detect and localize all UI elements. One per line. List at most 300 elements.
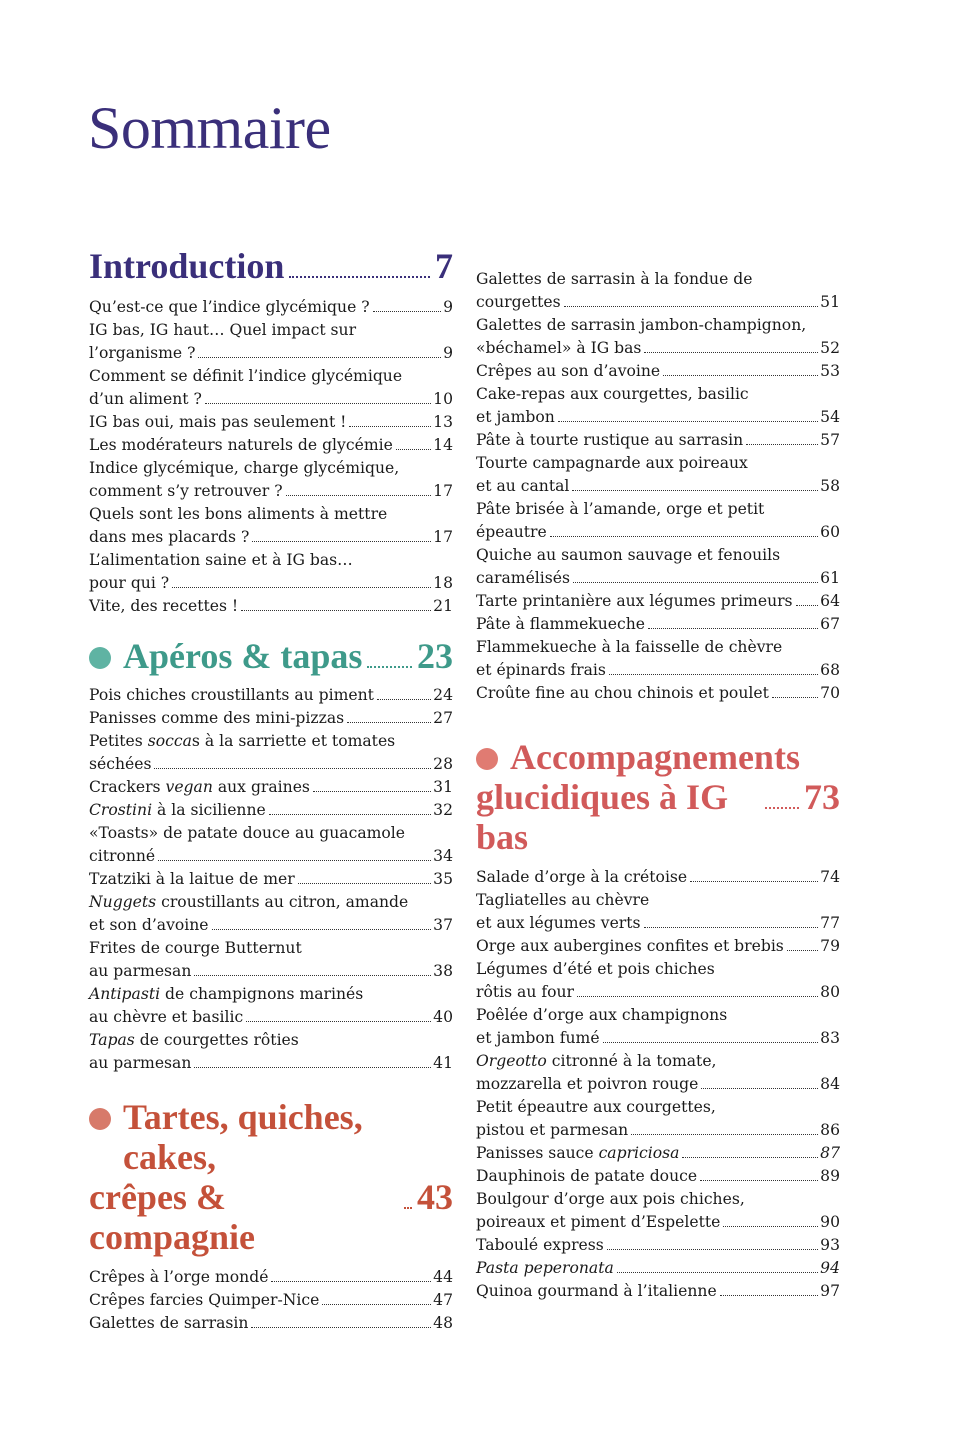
toc-entry-text <box>476 1119 628 1142</box>
toc-entry-segment: Tagliatelles au chèvre <box>476 891 650 909</box>
toc-entry-text <box>89 960 191 983</box>
leader-dots <box>396 449 431 450</box>
toc-page-number: 74 <box>820 868 840 886</box>
toc-entry-segment: caramélisés <box>476 569 571 587</box>
toc-entry-line <box>476 1073 840 1096</box>
leader-dots <box>564 306 819 307</box>
toc-entry[interactable] <box>89 937 453 983</box>
leader-dots <box>558 421 818 422</box>
leader-dots <box>701 1088 818 1089</box>
toc-entry[interactable] <box>89 730 453 776</box>
toc-list-introduction <box>89 296 453 618</box>
toc-entry-text <box>89 776 310 799</box>
toc-entry[interactable] <box>89 983 453 1029</box>
toc-entry[interactable] <box>476 1050 840 1096</box>
toc-entry[interactable] <box>89 319 453 365</box>
toc-entry[interactable] <box>476 360 840 383</box>
toc-entry-line <box>476 1142 840 1165</box>
toc-entry-text <box>89 868 295 891</box>
leader-dots <box>787 950 818 951</box>
toc-entry-line <box>476 452 840 475</box>
toc-entry-line <box>476 1050 840 1073</box>
toc-page-number: 93 <box>820 1236 840 1254</box>
toc-entry-text <box>89 1266 268 1289</box>
toc-entry-line <box>89 1266 453 1289</box>
toc-entry-line <box>476 866 840 889</box>
toc-entry-text <box>89 684 374 707</box>
toc-page-number: 21 <box>433 597 453 615</box>
toc-entry-text <box>476 567 570 590</box>
leader-dots <box>252 541 431 542</box>
toc-entry[interactable] <box>89 549 453 595</box>
toc-entry-line <box>476 1165 840 1188</box>
toc-list-accompagnements <box>476 866 840 1303</box>
toc-entry-line <box>476 360 840 383</box>
leader-dots <box>690 881 818 882</box>
section-dot-icon <box>89 1108 111 1130</box>
toc-page-number: 27 <box>433 709 453 727</box>
toc-entry-segment: IG bas, IG haut… Quel impact sur <box>89 321 357 339</box>
toc-entry-segment: Crostini <box>89 801 153 819</box>
toc-column-right <box>476 268 840 1303</box>
toc-entry-segment: Cake-repas aux courgettes, basilic <box>476 385 749 403</box>
toc-entry-line <box>89 822 453 845</box>
toc-entry-segment: l’organisme ? <box>89 344 196 362</box>
leader-dots <box>550 536 818 537</box>
toc-entry-text <box>476 429 743 452</box>
toc-entry-segment: Pâte brisée à l’amande, orge et petit <box>476 500 765 518</box>
toc-entry-text <box>89 730 395 753</box>
toc-entry[interactable] <box>89 503 453 549</box>
toc-entry-text <box>89 937 302 960</box>
toc-entry-segment: citronné à la tomate, <box>546 1052 717 1070</box>
leader-dots <box>347 722 431 723</box>
toc-entry-segment: pistou et parmesan <box>476 1121 629 1139</box>
toc-entry-segment: Tourte campagnarde aux poireaux <box>476 454 748 472</box>
leader-dots <box>373 311 441 312</box>
toc-entry-line <box>89 753 453 776</box>
toc-entry-text <box>89 1289 319 1312</box>
section-heading-tartes[interactable] <box>89 1097 453 1257</box>
toc-entry-segment: Orgeotto <box>476 1052 547 1070</box>
toc-entry[interactable] <box>89 799 453 822</box>
toc-entry-text <box>89 983 363 1006</box>
toc-list-tartes-part-1 <box>89 1266 453 1335</box>
toc-entry-segment: Pasta peperonata <box>476 1259 614 1277</box>
toc-entry-line <box>476 1027 840 1050</box>
toc-entry[interactable] <box>89 595 453 618</box>
section-title: Introduction <box>89 246 285 286</box>
toc-page-number: 35 <box>433 870 453 888</box>
toc-page-number: 14 <box>433 436 453 454</box>
toc-entry-line <box>476 475 840 498</box>
toc-entry[interactable] <box>89 868 453 891</box>
toc-entry-text <box>89 595 238 618</box>
toc-entry[interactable] <box>476 613 840 636</box>
toc-entry-text <box>476 1234 604 1257</box>
toc-entry-line <box>89 1006 453 1029</box>
toc-page-number: 89 <box>820 1167 840 1185</box>
toc-entry-text <box>89 411 346 434</box>
toc-entry[interactable] <box>89 822 453 868</box>
toc-page-number: 37 <box>433 916 453 934</box>
toc-entry-segment: croustillants au citron, amande <box>156 893 409 911</box>
toc-entry[interactable] <box>89 776 453 799</box>
toc-page-number: 70 <box>820 684 840 702</box>
toc-page-number: 24 <box>433 686 453 704</box>
toc-entry-text <box>476 314 806 337</box>
toc-page-number: 40 <box>433 1008 453 1026</box>
toc-entry-segment: de champignons marinés <box>160 985 364 1003</box>
section-dot-icon <box>476 748 498 770</box>
toc-entry-segment: Quinoa gourmand à l’italienne <box>476 1282 717 1300</box>
section-page-number: 73 <box>804 777 840 817</box>
toc-entry-text <box>476 521 547 544</box>
toc-entry-line <box>89 457 453 480</box>
toc-page-number: 51 <box>820 293 840 311</box>
toc-page-number: 64 <box>820 592 840 610</box>
toc-entry-segment: à la sicilienne <box>152 801 266 819</box>
toc-entry-segment: et jambon <box>476 408 555 426</box>
toc-entry-line <box>476 1188 840 1211</box>
toc-page-number: 44 <box>433 1268 453 1286</box>
toc-entry[interactable] <box>89 1312 453 1335</box>
toc-entry-text <box>476 1188 745 1211</box>
leader-dots <box>573 582 818 583</box>
section-title: Apéros & tapas <box>123 636 363 676</box>
toc-entry-text <box>476 291 561 314</box>
toc-entry-segment: au chèvre et basilic <box>89 1008 244 1026</box>
toc-entry-segment: Crêpes au son d’avoine <box>476 362 661 380</box>
toc-page-number: 17 <box>433 482 453 500</box>
toc-entry-line <box>476 682 840 705</box>
toc-entry[interactable] <box>476 889 840 935</box>
toc-entry[interactable] <box>476 958 840 1004</box>
toc-entry-text <box>89 1052 191 1075</box>
toc-entry-line <box>89 342 453 365</box>
toc-entry-line <box>476 268 840 291</box>
toc-entry-text <box>89 753 151 776</box>
leader-dots <box>609 674 818 675</box>
toc-entry-line <box>89 1312 453 1335</box>
toc-entry-segment: aux graines <box>212 778 310 796</box>
leader-dots <box>796 605 819 606</box>
toc-entry[interactable] <box>476 1004 840 1050</box>
toc-page-number: 87 <box>820 1144 840 1162</box>
toc-entry-segment: Quels sont les bons aliments à mettre <box>89 505 388 523</box>
toc-entry[interactable] <box>476 314 840 360</box>
toc-entry-segment: Flammekueche à la faisselle de chèvre <box>476 638 783 656</box>
toc-entry-line <box>89 707 453 730</box>
leader-dots <box>172 587 431 588</box>
toc-entry-text <box>476 659 606 682</box>
toc-entry-text <box>89 822 405 845</box>
toc-entry-text <box>476 1073 698 1096</box>
leader-dots <box>154 768 431 769</box>
toc-entry-segment: Nuggets <box>89 893 157 911</box>
section-page-number: 43 <box>417 1177 453 1217</box>
toc-entry[interactable] <box>89 365 453 411</box>
toc-entry-text <box>476 360 660 383</box>
toc-page-number: 83 <box>820 1029 840 1047</box>
toc-entry[interactable] <box>476 935 840 958</box>
toc-entry-segment: Antipasti <box>89 985 161 1003</box>
toc-page-number: 58 <box>820 477 840 495</box>
toc-entry-segment: Tapas <box>89 1031 135 1049</box>
toc-entry-text <box>476 452 748 475</box>
leader-dots <box>212 929 432 930</box>
toc-page-number: 53 <box>820 362 840 380</box>
toc-page-number: 31 <box>433 778 453 796</box>
toc-entry-line <box>89 319 453 342</box>
toc-entry-segment: Vite, des recettes ! <box>89 597 239 615</box>
toc-entry[interactable] <box>476 1096 840 1142</box>
toc-entry[interactable] <box>476 1142 840 1165</box>
toc-entry[interactable] <box>89 891 453 937</box>
section-dot-icon <box>89 647 111 669</box>
toc-entry[interactable] <box>89 1029 453 1075</box>
leader-dots <box>298 883 431 884</box>
toc-entry-line <box>89 296 453 319</box>
toc-entry-segment: séchées <box>89 755 152 773</box>
toc-page-number: 28 <box>433 755 453 773</box>
toc-entry-segment: et au cantal <box>476 477 570 495</box>
toc-entry-segment: d’un aliment ? <box>89 390 202 408</box>
toc-entry-text <box>89 1312 248 1335</box>
toc-page-number: 52 <box>820 339 840 357</box>
toc-entry-segment: et son d’avoine <box>89 916 209 934</box>
toc-entry[interactable] <box>476 636 840 682</box>
toc-entry-segment: Boulgour d’orge aux pois chiches, <box>476 1190 745 1208</box>
toc-entry-text <box>476 1280 717 1303</box>
toc-entry[interactable] <box>476 429 840 452</box>
toc-entry-segment: dans mes placards ? <box>89 528 250 546</box>
toc-entry[interactable] <box>476 682 840 705</box>
toc-entry-text <box>476 498 764 521</box>
toc-entry-text <box>476 1004 727 1027</box>
toc-page-number: 47 <box>433 1291 453 1309</box>
toc-entry-segment: de courgettes rôties <box>134 1031 299 1049</box>
toc-entry[interactable] <box>89 411 453 434</box>
toc-page-number: 80 <box>820 983 840 1001</box>
toc-entry-line <box>476 567 840 590</box>
toc-entry-line <box>89 411 453 434</box>
toc-entry-line <box>89 503 453 526</box>
toc-entry-text <box>476 636 782 659</box>
toc-entry[interactable] <box>89 1266 453 1289</box>
toc-entry[interactable] <box>89 1289 453 1312</box>
toc-page-number: 34 <box>433 847 453 865</box>
toc-page-number: 38 <box>433 962 453 980</box>
section-title-line-1: Accompagnements <box>510 737 800 777</box>
toc-entry-text <box>476 912 641 935</box>
toc-entry-line <box>476 1257 840 1280</box>
toc-entry-line <box>89 845 453 868</box>
toc-page-number: 48 <box>433 1314 453 1332</box>
toc-entry-segment: Qu’est-ce que l’indice glycémique ? <box>89 298 370 316</box>
toc-entry-line <box>89 480 453 503</box>
toc-entry-line <box>89 388 453 411</box>
leader-dots <box>194 1067 431 1068</box>
section-page-number: 23 <box>417 636 453 676</box>
toc-page-number: 94 <box>820 1259 840 1277</box>
toc-page-number: 77 <box>820 914 840 932</box>
leader-dots <box>349 426 431 427</box>
leader-dots <box>251 1327 431 1328</box>
section-page-number: 7 <box>435 246 453 286</box>
toc-entry-text <box>476 958 715 981</box>
toc-entry-segment: Poêlée d’orge aux champignons <box>476 1006 728 1024</box>
toc-entry-segment: «béchamel» à IG bas <box>476 339 642 357</box>
leader-dots <box>577 996 818 997</box>
toc-entry-segment: Crêpes à l’orge mondé <box>89 1268 269 1286</box>
toc-entry-text <box>476 1257 614 1280</box>
leader-dots <box>322 1304 431 1305</box>
toc-entry[interactable] <box>476 498 840 544</box>
leader-dots <box>271 1281 431 1282</box>
toc-entry[interactable] <box>476 544 840 590</box>
toc-entry[interactable] <box>89 434 453 457</box>
toc-entry-text <box>476 613 645 636</box>
toc-entry-segment: Pâte à flammekueche <box>476 615 646 633</box>
toc-entry-text <box>89 296 370 319</box>
toc-entry-segment: Petit épeautre aux courgettes, <box>476 1098 716 1116</box>
leader-dots <box>158 860 431 861</box>
toc-entry[interactable] <box>89 296 453 319</box>
toc-entry-segment: Légumes d’été et pois chiches <box>476 960 715 978</box>
leader-dots <box>644 352 818 353</box>
toc-entry-line <box>89 776 453 799</box>
toc-page-number: 17 <box>433 528 453 546</box>
toc-page-number: 67 <box>820 615 840 633</box>
leader-dots <box>572 490 818 491</box>
toc-entry[interactable] <box>476 590 840 613</box>
toc-entry[interactable] <box>476 1234 840 1257</box>
toc-entry-text <box>89 319 356 342</box>
toc-entry-line <box>476 429 840 452</box>
toc-entry-line <box>89 868 453 891</box>
toc-entry-segment: Comment se définit l’indice glycémique <box>89 367 403 385</box>
toc-entry-text <box>89 434 393 457</box>
toc-entry-segment: Pâte à tourte rustique au sarrasin <box>476 431 744 449</box>
leader-dots <box>404 1207 412 1209</box>
toc-entry-segment: capriciosa <box>598 1144 680 1162</box>
toc-entry-segment: et épinards frais <box>476 661 606 679</box>
toc-page-number: 57 <box>820 431 840 449</box>
toc-entry[interactable] <box>476 1188 840 1234</box>
toc-entry-segment: Frites de courge Butternut <box>89 939 302 957</box>
toc-entry-line <box>476 521 840 544</box>
toc-entry-segment: poireaux et piment d’Espelette <box>476 1213 721 1231</box>
toc-entry-segment: Galettes de sarrasin <box>89 1314 249 1332</box>
toc-entry-segment: au parmesan <box>89 1054 192 1072</box>
section-heading-introduction[interactable] <box>89 246 453 286</box>
toc-entry[interactable] <box>476 866 840 889</box>
toc-page-number: 79 <box>820 937 840 955</box>
section-title-line-2: glucidiques à IG bas <box>476 777 729 857</box>
toc-entry-segment: Pois chiches croustillants au piment <box>89 686 374 704</box>
toc-entry-segment: citronné <box>89 847 156 865</box>
leader-dots <box>205 403 431 404</box>
toc-entry-text <box>89 914 209 937</box>
toc-list-aperos <box>89 684 453 1075</box>
toc-entry-segment: et jambon fumé <box>476 1029 600 1047</box>
toc-entry-text <box>89 526 249 549</box>
toc-entry-text <box>89 503 387 526</box>
leader-dots <box>723 1226 818 1227</box>
leader-dots <box>700 1180 818 1181</box>
toc-entry-text <box>89 342 195 365</box>
toc-entry-segment: rôtis au four <box>476 983 575 1001</box>
toc-entry-line <box>476 981 840 1004</box>
toc-entry-segment: Dauphinois de patate douce <box>476 1167 698 1185</box>
toc-entry[interactable] <box>476 383 840 429</box>
toc-entry-text <box>476 406 555 429</box>
toc-entry-line <box>476 291 840 314</box>
toc-entry-text <box>476 981 574 1004</box>
toc-entry-line <box>89 526 453 549</box>
toc-entry-segment: «Toasts» de patate douce au guacamole <box>89 824 406 842</box>
section-heading-aperos[interactable] <box>89 636 453 676</box>
toc-entry[interactable] <box>89 457 453 503</box>
toc-entry[interactable] <box>476 1257 840 1280</box>
toc-entry-line <box>89 365 453 388</box>
leader-dots <box>746 444 818 445</box>
toc-entry-segment: épeautre <box>476 523 547 541</box>
toc-entry-line <box>476 498 840 521</box>
toc-entry-segment: Panisses sauce <box>476 1144 599 1162</box>
toc-entry-text <box>476 1096 716 1119</box>
toc-entry-text <box>89 845 155 868</box>
leader-dots <box>617 1272 818 1273</box>
toc-entry-segment: Tzatziki à la laitue de mer <box>89 870 295 888</box>
toc-entry[interactable] <box>89 707 453 730</box>
toc-entry-line <box>89 684 453 707</box>
toc-page-number: 32 <box>433 801 453 819</box>
toc-entry-segment: Orge aux aubergines confites et brebis <box>476 937 784 955</box>
toc-page-number: 9 <box>443 298 453 316</box>
leader-dots <box>198 357 441 358</box>
leader-dots <box>313 791 431 792</box>
toc-entry-text <box>89 480 283 503</box>
toc-entry-line <box>89 960 453 983</box>
toc-entry-text <box>476 866 687 889</box>
section-heading-accompagnements[interactable] <box>476 737 840 857</box>
toc-entry[interactable] <box>476 1165 840 1188</box>
toc-entry-line <box>476 544 840 567</box>
toc-entry[interactable] <box>476 268 840 314</box>
toc-entry-text <box>89 891 408 914</box>
toc-entry-line <box>476 314 840 337</box>
toc-entry-line <box>476 1004 840 1027</box>
leader-dots <box>720 1295 818 1296</box>
toc-page-number: 90 <box>820 1213 840 1231</box>
section-title-line-1: Tartes, quiches, cakes, <box>123 1097 363 1177</box>
toc-entry[interactable] <box>476 452 840 498</box>
toc-entry-segment: Quiche au saumon sauvage et fenouils <box>476 546 781 564</box>
toc-entry-text <box>476 1027 600 1050</box>
toc-entry[interactable] <box>476 1280 840 1303</box>
toc-entry-segment: mozzarella et poivron rouge <box>476 1075 699 1093</box>
toc-page-number: 41 <box>433 1054 453 1072</box>
toc-entry-text <box>476 1050 717 1073</box>
toc-entry-segment: IG bas oui, mais pas seulement ! <box>89 413 347 431</box>
toc-entry[interactable] <box>89 684 453 707</box>
toc-entry-line <box>89 1052 453 1075</box>
leader-dots <box>246 1021 431 1022</box>
section-title-line-2: crêpes & compagnie <box>89 1177 255 1257</box>
toc-entry-text <box>476 935 784 958</box>
